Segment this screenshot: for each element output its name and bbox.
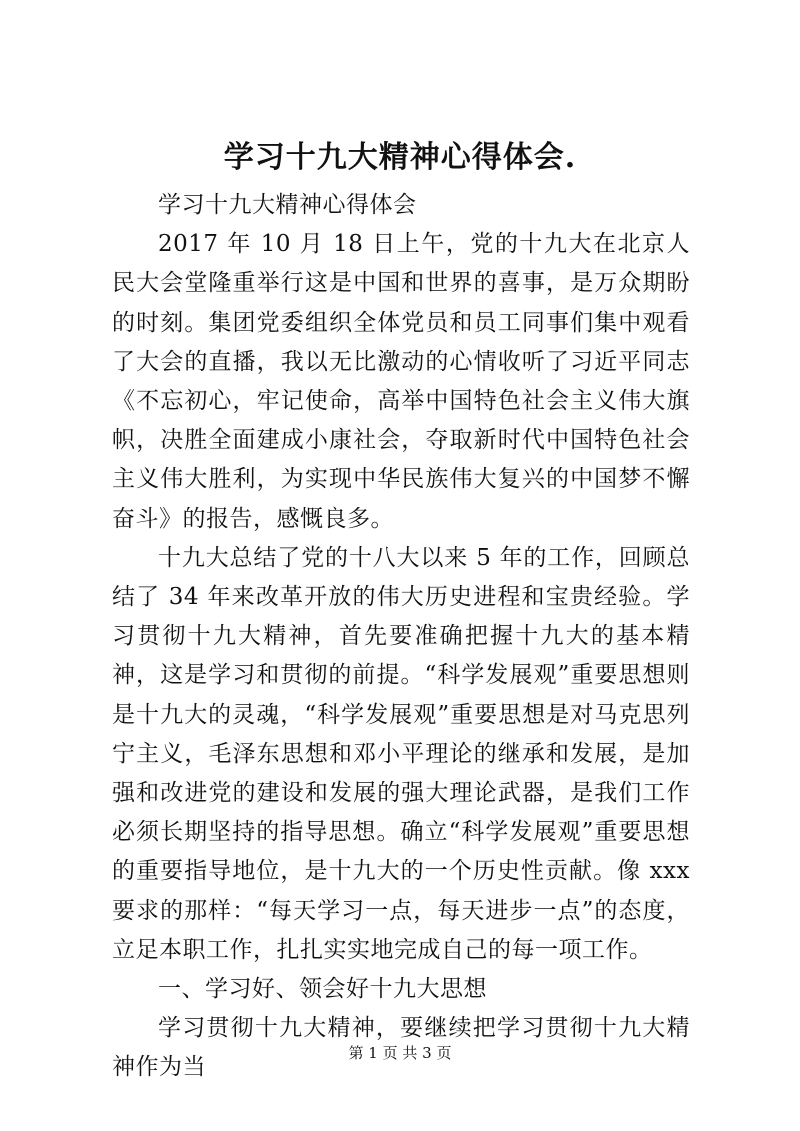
body-paragraph-intro: 2017 年 10 月 18 日上午，党的十九大在北京人民大会堂隆重举行这是中国和世界的喜事，是万众期盼的时刻。集团党委组织全体党员和员工同事们集中观看了大会的直播，我以无比激动的心情收听了习近平同志《不忘初心，牢记使命，高举中国特色社会主义伟大旗帜，决胜全面建成小康社会，夺取新时代中国特色社会主义伟大胜利，为实现中华民族伟大复兴的中国梦不懈奋斗》的报告，感慨良多。 [112,231,690,532]
page-footer: 第 1 页 共 3 页 [348,1044,452,1062]
document-title: 学习十九大精神心得体会. [223,140,577,175]
document-body [112,186,690,1088]
body-paragraph-summary: 十九大总结了党的十八大以来 5 年的工作，回顾总结了 34 年来改革开放的伟大历史进程和宝贵经验。学习贯彻十九大精神，首先要准确把握十九大的基本精神，这是学习和贯彻的前提。“科学发展观”重要思想则是十九大的灵魂，“科学发展观”重要思想是对马克思列宁主义，毛泽东思想和邓小平理论的继承和发展，是加强和改进党的建设和发展的强大理论武器，是我们工作必须长期坚持的指导思想。确立“科学发展观”重要思想的重要指导地位，是十九大的一个历史性贡献。像 xxx 要求的那样：“每天学习一点，每天进步一点”的态度，立足本职工作，扎扎实实地完成自己的每一项工作。 [112,544,690,963]
body-paragraph-continued: 学习贯彻十九大精神，要继续把学习贯彻十九大精神作为当 [112,1015,690,1081]
body-paragraph-subtitle: 学习十九大精神心得体会 [158,192,417,218]
section-heading: 一、学习好、领会好十九大思想 [158,976,487,1003]
